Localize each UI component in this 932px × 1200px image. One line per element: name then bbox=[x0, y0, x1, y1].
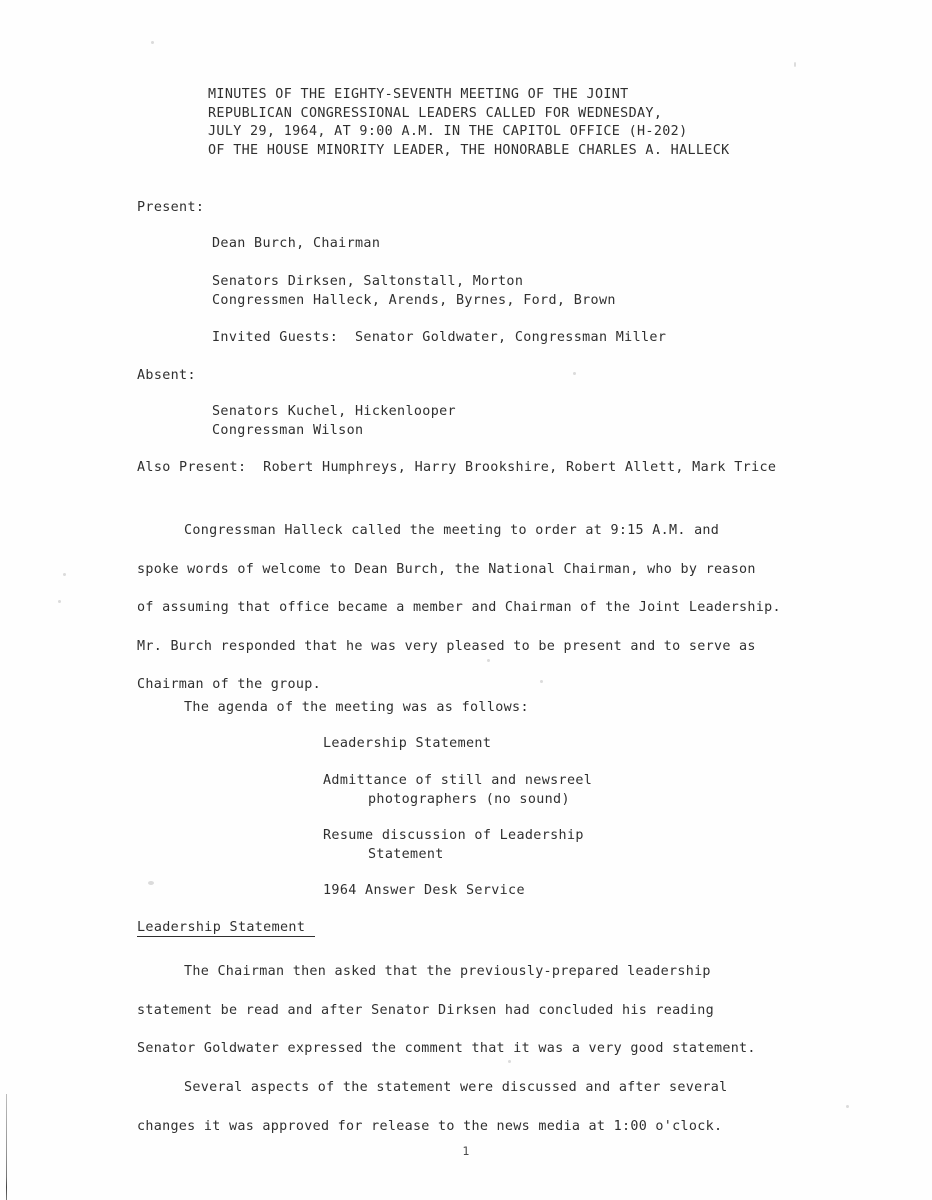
agenda-item-2-line-1: Admittance of still and newsreel bbox=[323, 773, 593, 788]
section-heading-leadership-statement bbox=[137, 918, 315, 937]
leadership-paragraph-1 bbox=[137, 953, 756, 1069]
present-congressmen: Congressmen Halleck, Arends, Byrnes, Ford, Brown bbox=[212, 293, 616, 308]
present-label: Present: bbox=[137, 200, 205, 215]
opening-paragraph-line-4: Mr. Burch responded that he was very pleased to be present and to serve as bbox=[137, 638, 756, 654]
opening-paragraph-line-3: of assuming that office became a member and Chairman of the Joint Leadership. bbox=[137, 600, 781, 615]
agenda-intro: The agenda of the meeting was as follows: bbox=[184, 700, 529, 715]
leadership-paragraph-1-line-2: statement be read and after Senator Dirksen had concluded his reading bbox=[137, 1002, 714, 1018]
leadership-paragraph-1-line-3: Senator Goldwater expressed the comment that it was a very good statement. bbox=[137, 1041, 756, 1056]
leadership-paragraph-2 bbox=[137, 1069, 728, 1146]
title-line-1: MINUTES OF THE EIGHTY-SEVENTH MEETING OF THE JOINT bbox=[208, 87, 629, 102]
agenda-item-4-line-1: 1964 Answer Desk Service bbox=[323, 883, 525, 898]
section-heading-text: Leadership Statement bbox=[137, 920, 315, 937]
present-senators: Senators Dirksen, Saltonstall, Morton bbox=[212, 274, 524, 289]
absent-senators: Senators Kuchel, Hickenlooper bbox=[212, 404, 456, 419]
absent-congressman: Congressman Wilson bbox=[212, 423, 364, 438]
absent-label: Absent: bbox=[137, 368, 196, 383]
agenda-item-1-line-1: Leadership Statement bbox=[323, 736, 492, 751]
also-present: Also Present: Robert Humphreys, Harry Brookshire, Robert Allett, Mark Trice bbox=[137, 460, 777, 475]
agenda-item-3-line-2: Statement bbox=[368, 847, 444, 862]
opening-paragraph-line-1: Congressman Halleck called the meeting to order at 9:15 A.M. and bbox=[184, 523, 720, 538]
opening-paragraph-line-2: spoke words of welcome to Dean Burch, the National Chairman, who by reason bbox=[137, 561, 756, 577]
document-title bbox=[208, 86, 730, 160]
agenda-item-3-line-1: Resume discussion of Leadership bbox=[323, 828, 584, 843]
leadership-paragraph-2-line-1: Several aspects of the statement were discussed and after several bbox=[184, 1080, 728, 1095]
present-chairman: Dean Burch, Chairman bbox=[212, 236, 381, 251]
title-line-2: REPUBLICAN CONGRESSIONAL LEADERS CALLED FOR WEDNESDAY, bbox=[208, 105, 663, 121]
title-line-4: OF THE HOUSE MINORITY LEADER, THE HONORABLE CHARLES A. HALLECK bbox=[208, 142, 730, 158]
agenda-item-2-line-2: photographers (no sound) bbox=[368, 792, 570, 807]
opening-paragraph bbox=[137, 512, 781, 705]
leadership-paragraph-1-line-1: The Chairman then asked that the previously-prepared leadership bbox=[184, 964, 711, 979]
page-number: 1 bbox=[462, 1144, 470, 1158]
opening-paragraph-line-5: Chairman of the group. bbox=[137, 677, 321, 692]
invited-guests: Invited Guests: Senator Goldwater, Congressman Miller bbox=[212, 330, 667, 345]
leadership-paragraph-2-line-2: changes it was approved for release to the news media at 1:00 o'clock. bbox=[137, 1118, 723, 1134]
title-line-3: JULY 29, 1964, AT 9:00 A.M. IN THE CAPITOL OFFICE (H-202) bbox=[208, 124, 688, 140]
